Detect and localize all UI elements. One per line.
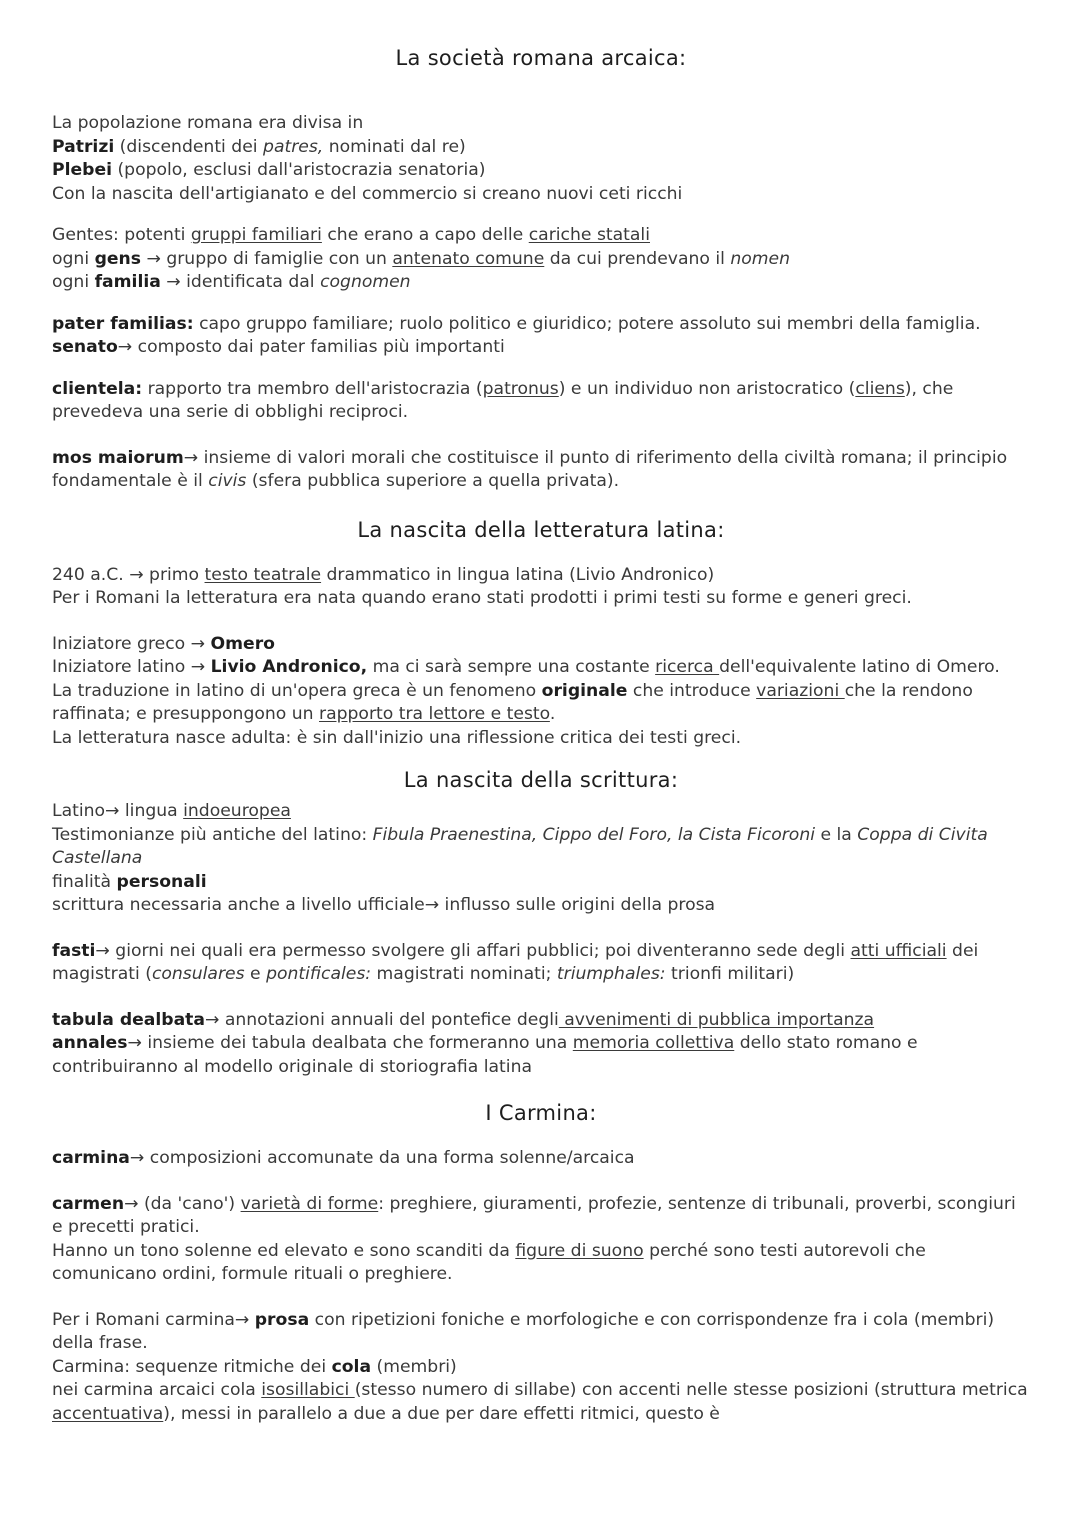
text-line: Latino→ lingua indoeuropea [52, 801, 291, 821]
text-line: Patrizi (discendenti dei patres, nominati dal re) [52, 136, 466, 157]
text-line: clientela: rapporto tra membro dell'aristocrazia (patronus) e un individuo non aristocratico (cliens), che prevedeva una serie di obblighi reciproci. [52, 378, 954, 422]
carmina-paragraph-2 [52, 1309, 1030, 1427]
text-line: La popolazione romana era divisa in [52, 113, 364, 133]
text-line: Per i Romani carmina→ prosa con ripetizioni foniche e morfologiche e con corrispondenze fra i cola (membri) della frase. [52, 1309, 995, 1353]
carmen-paragraph [52, 1193, 1030, 1287]
text-line: mos maiorum→ insieme di valori morali che costituisce il punto di riferimento della civiltà romana; il principio fondamentale è il civis (sfera pubblica superiore a quella privata). [52, 447, 1008, 491]
text-line: carmina→ composizioni accomunate da una forma solenne/arcaica [52, 1148, 635, 1168]
section-title-societa: La società romana arcaica: [395, 46, 687, 70]
scrittura-paragraph-1 [52, 800, 1030, 918]
text-line: Iniziatore latino → Livio Andronico, ma ci sarà sempre una costante ricerca dell'equivalente latino di Omero. [52, 657, 1000, 677]
gentes-paragraph [52, 224, 1030, 295]
section-title-scrittura: La nascita della scrittura: [403, 768, 679, 792]
pater-paragraph [52, 313, 1030, 360]
clientela-paragraph [52, 378, 1030, 425]
text-line: scrittura necessaria anche a livello ufficiale→ influsso sulle origini della prosa [52, 895, 716, 915]
tabula-paragraph [52, 1009, 1030, 1080]
text-line: senato→ composto dai pater familias più importanti [52, 337, 505, 357]
text-line: Gentes: potenti gruppi familiari che erano a capo delle cariche statali [52, 225, 650, 245]
letteratura-paragraph-2 [52, 633, 1030, 751]
carmina-paragraph-1 [52, 1147, 1030, 1171]
text-line: ogni familia → identificata dal cognomen [52, 272, 411, 292]
text-line: Iniziatore greco → Omero [52, 633, 275, 654]
text-line: tabula dealbata→ annotazioni annuali del pontefice degli avvenimenti di pubblica importanza [52, 1009, 875, 1030]
text-line: La letteratura nasce adulta: è sin dall'inizio una riflessione critica dei testi greci. [52, 727, 742, 748]
text-line: Con la nascita dell'artigianato e del commercio si creano nuovi ceti ricchi [52, 183, 683, 204]
intro-paragraph [52, 112, 1030, 206]
text-line: carmen→ (da 'cano') varietà di forme: preghiere, giuramenti, profezie, sentenze di tribunali, proverbi, scongiuri e precetti pratici. [52, 1193, 1016, 1237]
text-line: Per i Romani la letteratura era nata quando erano stati prodotti i primi testi su forme e generi greci. [52, 588, 912, 608]
mos-maiorum-paragraph [52, 447, 1030, 494]
text-line: annales→ insieme dei tabula dealbata che formeranno una memoria collettiva dello stato romano e contribuiranno al modello originale di storiografia latina [52, 1033, 918, 1077]
text-line: fasti→ giorni nei quali era permesso svolgere gli affari pubblici; poi diventeranno sede degli atti ufficiali dei magistrati (consulares e pontificales: magistrati nominati; triumphales: trionfi militari) [52, 940, 979, 984]
section-title-carmina: I Carmina: [485, 1101, 597, 1125]
text-line: Carmina: sequenze ritmiche dei cola (membri) [52, 1356, 457, 1377]
text-line: ogni gens → gruppo di famiglie con un antenato comune da cui prendevano il nomen [52, 248, 790, 269]
text-line: finalità personali [52, 871, 207, 892]
text-line: La traduzione in latino di un'opera greca è un fenomeno originale che introduce variazioni che la rendono raffinata; e presuppongono un rapporto tra lettore e testo. [52, 680, 973, 724]
text-line: nei carmina arcaici cola isosillabici (stesso numero di sillabe) con accenti nelle stesse posizioni (struttura metrica accentuativa), messi in parallelo a due a due per dare effetti ritmici, questo è [52, 1380, 1028, 1424]
text-line: 240 a.C. → primo testo teatrale drammatico in lingua latina (Livio Andronico) [52, 564, 715, 585]
text-line: pater familias: capo gruppo familiare; ruolo politico e giuridico; potere assoluto sui membri della famiglia. [52, 313, 981, 334]
section-title-letteratura: La nascita della letteratura latina: [357, 517, 725, 542]
text-line: Hanno un tono solenne ed elevato e sono scanditi da figure di suono perché sono testi autorevoli che comunicano ordini, formule rituali o preghiere. [52, 1240, 926, 1284]
text-line: Testimonianze più antiche del latino: Fibula Praenestina, Cippo del Foro, la Cista Ficoroni e la Coppa di Civita Castellana [52, 824, 988, 868]
text-line: Plebei (popolo, esclusi dall'aristocrazia senatoria) [52, 160, 486, 180]
letteratura-paragraph-1 [52, 564, 1030, 611]
fasti-paragraph [52, 940, 1030, 987]
